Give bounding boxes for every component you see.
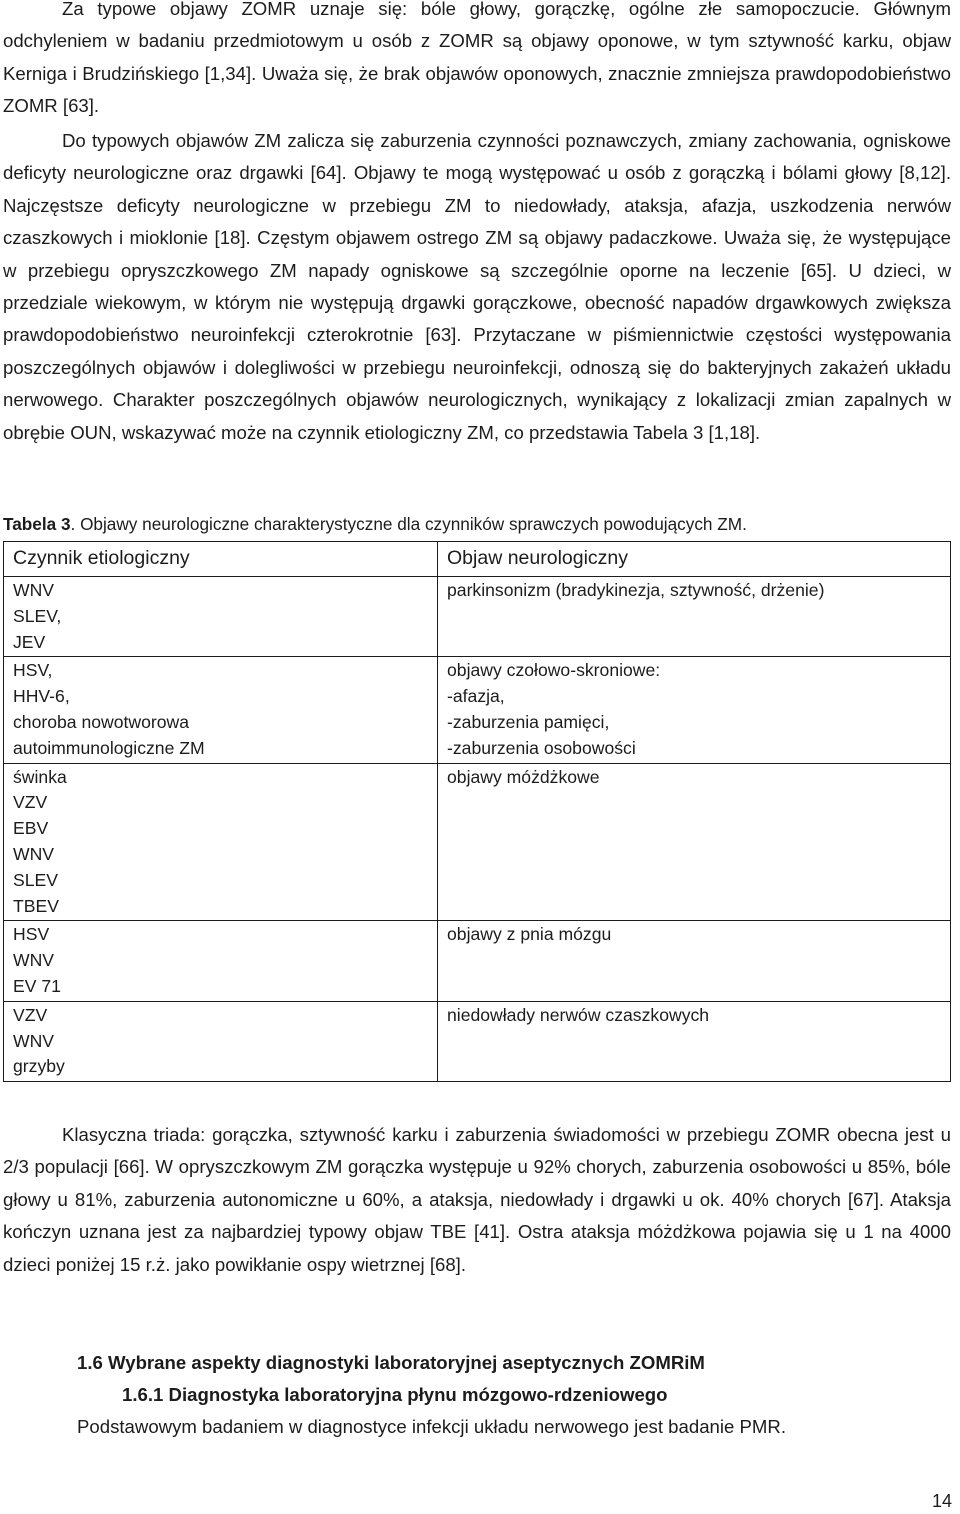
symptom-line: -zaburzenia osobowości [447,737,636,758]
agent-line: HSV, [13,660,53,681]
paragraph-classic-triad: Klasyczna triada: gorączka, sztywność karku i zaburzenia świadomości w przebiegu ZOMR obecna jest u 2/3 populacji [66]. W opryszczkowym ZM gorączka występuje u 92% chorych, zaburzenia osobowości u 85%, bóle głowy u 81%, zaburzenia autonomiczne u 60%, a ataksja, niedowłady i drgawki u ok. 40% chorych [67]. Ataksja kończyn uznana jest za najbardziej typowy objaw TBE [41]. Ostra ataksja móżdżkowa pojawia się u 1 na 4000 dzieci poniżej 15 r.ż. jako powikłanie ospy wietrznej [68]. [3,1124,951,1275]
table-row [4,763,951,921]
symptom-line: objawy czołowo-skroniowe: [447,660,661,681]
agent-line: VZV [13,792,48,813]
section-heading: 1.6 Wybrane aspekty diagnostyki laboratoryjnej aseptycznych ZOMRiM [77,1352,705,1373]
agent-line: świnka [13,766,67,787]
agent-line: grzyby [13,1056,65,1077]
agent-line: WNV [13,1030,55,1051]
agent-line: HSV [13,924,50,945]
agent-line: WNV [13,950,55,971]
column-header-agent: Czynnik etiologiczny [4,542,438,577]
agent-line: SLEV [13,869,58,890]
paragraph-pmr: Podstawowym badaniem w diagnostyce infekcji układu nerwowego jest badanie PMR. [77,1416,787,1437]
table-header-row [4,542,951,577]
table-body [4,577,951,1082]
agent-cell [4,1001,438,1081]
agent-line: SLEV, [13,605,62,626]
column-header-symptom: Objaw neurologiczny [438,542,951,577]
symptom-line: -zaburzenia pamięci, [447,711,610,732]
table-row [4,921,951,1001]
paragraph-symptoms-zomr: Za typowe objawy ZOMR uznaje się: bóle głowy, gorączkę, ogólne złe samopoczucie. Głównym odchyleniem w badaniu przedmiotowym u osób z ZOMR są objawy oponowe, w tym sztywność karku, objaw Kerniga i Brudzińskiego [1,34]. Uważa się, że brak objawów oponowych, znacznie zmniejsza prawdopodobieństwo ZOMR [63]. [3,0,951,117]
agent-line: VZV [13,1004,48,1025]
table-row [4,1001,951,1081]
symptom-cell [438,577,951,657]
symptom-line: objawy z pnia mózgu [447,924,612,945]
symptom-cell [438,763,951,921]
agent-line: EV 71 [13,975,61,996]
table-row [4,657,951,763]
table-caption-text: . Objawy neurologiczne charakterystyczne dla czynników sprawczych powodujących ZM. [70,514,747,534]
agent-line: autoimmunologiczne ZM [13,737,205,758]
symptom-cell [438,1001,951,1081]
symptom-line: parkinsonizm (bradykinezja, sztywność, drżenie) [447,580,825,600]
table-row [4,577,951,657]
neuro-symptoms-table [3,541,951,1082]
agent-line: TBEV [13,895,59,916]
agent-line: HHV-6, [13,686,70,707]
page-number: 14 [932,1491,953,1511]
agent-line: WNV [13,580,55,600]
table-caption-label: Tabela 3 [3,514,71,534]
agent-cell [4,657,438,763]
symptom-cell [438,657,951,763]
agent-cell [4,763,438,921]
agent-line: JEV [13,631,46,652]
paragraph-symptoms-zm: Do typowych objawów ZM zalicza się zaburzenia czynności poznawczych, zmiany zachowania, ogniskowe deficyty neurologiczne oraz drgawki [64]. Objawy te mogą występować u osób z gorączką i bólami głowy [8,12]. Najczęstsze deficyty neurologiczne w przebiegu ZM to niedowłady, ataksja, afazja, uszkodzenia nerwów czaszkowych i mioklonie [18]. Częstym objawem ostrego ZM są objawy padaczkowe. Uważa się, że występujące w przebiegu opryszczkowego ZM napady ogniskowe są szczególnie oporne na leczenie [65]. U dzieci, w przedziale wiekowym, w którym nie występują drgawki gorączkowe, obecność napadów drgawkowych zwiększa prawdopodobieństwo neuroinfekcji czterokrotnie [63]. Przytaczane w piśmiennictwie częstości występowania poszczególnych objawów i dolegliwości w przebiegu neuroinfekcji, odnoszą się do bakteryjnych zakażeń układu nerwowego. Charakter poszczególnych objawów neurologicznych, wynikający z lokalizacji zmian zapalnych w obrębie OUN, wskazywać może na czynnik etiologiczny ZM, co przedstawia Tabela 3 [1,18]. [3,130,951,443]
subsection-heading: 1.6.1 Diagnostyka laboratoryjna płynu mózgowo-rdzeniowego [122,1384,668,1405]
symptom-line: niedowłady nerwów czaszkowych [447,1004,710,1025]
agent-cell [4,577,438,657]
symptom-line: -afazja, [447,686,505,707]
agent-line: choroba nowotworowa [13,711,190,732]
agent-line: EBV [13,818,49,839]
agent-line: WNV [13,843,55,864]
symptom-line: objawy móżdżkowe [447,766,600,787]
symptom-cell [438,921,951,1001]
agent-cell [4,921,438,1001]
table-caption [3,512,953,536]
